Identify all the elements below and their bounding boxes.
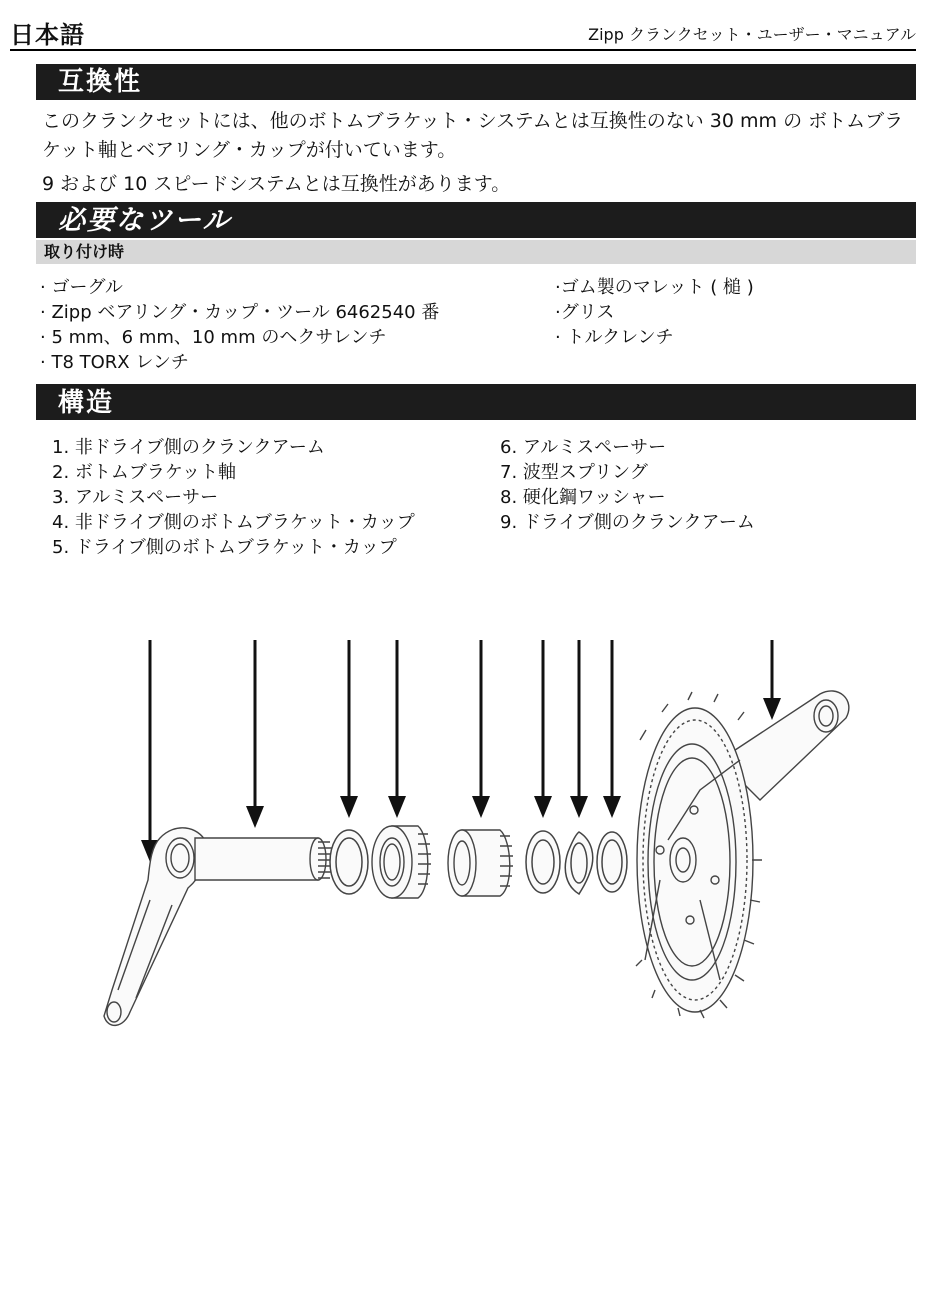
part-item: 6. アルミスペーサー bbox=[500, 437, 667, 458]
part-item: 2. ボトムブラケット軸 bbox=[52, 462, 236, 483]
tool-item: · T8 TORX レンチ bbox=[40, 352, 189, 373]
compat-section-heading: 互換性 bbox=[36, 64, 916, 100]
hardened-steel-washer bbox=[597, 832, 627, 892]
tools-list-right bbox=[555, 275, 754, 350]
arrow-3-head bbox=[340, 796, 358, 818]
tool-item: · Zipp ベアリング・カップ・ツール 6462540 番 bbox=[40, 302, 440, 323]
bottom-bracket-axle bbox=[195, 838, 333, 880]
part-item: 9. ドライブ側のクランクアーム bbox=[500, 512, 755, 533]
compat-paragraph-1: このクランクセットには、他のボトムブラケット・システムとは互換性のない 30 mm の ボトムブラケット軸とベアリング・カップが付いています。 bbox=[42, 110, 904, 161]
wave-spring bbox=[565, 832, 592, 894]
part-item: 8. 硬化鋼ワッシャー bbox=[500, 487, 666, 508]
tool-item: ·グリス bbox=[555, 302, 615, 323]
drive-side-crank-arm bbox=[636, 691, 849, 1018]
tool-item: · 5 mm、6 mm、10 mm のヘクサレンチ bbox=[40, 327, 387, 348]
arrow-5-head bbox=[472, 796, 490, 818]
arrow-8-head bbox=[603, 796, 621, 818]
part-item: 5. ドライブ側のボトムブラケット・カップ bbox=[52, 537, 397, 558]
part-item: 1. 非ドライブ側のクランクアーム bbox=[52, 437, 325, 458]
part-item: 7. 波型スプリング bbox=[500, 462, 648, 483]
tools-subheading: 取り付け時 bbox=[36, 240, 916, 264]
structure-section-heading: 構造 bbox=[36, 384, 916, 420]
arrow-4-head bbox=[388, 796, 406, 818]
arrow-2-head bbox=[246, 806, 264, 828]
document-title: Zipp クランクセット・ユーザー・マニュアル bbox=[588, 25, 916, 44]
language-label: 日本語 bbox=[10, 21, 85, 49]
drive-side-bb-cup bbox=[448, 830, 513, 896]
parts-list-right bbox=[500, 435, 755, 535]
tool-item: · ゴーグル bbox=[40, 277, 123, 298]
tools-list-left bbox=[40, 275, 439, 375]
aluminum-spacer-6 bbox=[526, 831, 560, 893]
tools-section-heading: 必要なツール bbox=[36, 202, 916, 238]
non-drive-crank-arm bbox=[104, 828, 207, 1026]
header-divider bbox=[10, 49, 916, 51]
crankset-exploded-diagram bbox=[0, 600, 950, 1060]
part-item: 3. アルミスペーサー bbox=[52, 487, 219, 508]
page-header bbox=[0, 0, 950, 52]
tool-item: ·ゴム製のマレット ( 槌 ) bbox=[555, 277, 754, 298]
arrow-7-head bbox=[570, 796, 588, 818]
compat-paragraph-2: 9 および 10 スピードシステムとは互換性があります。 bbox=[42, 173, 511, 195]
non-drive-bb-cup bbox=[372, 826, 431, 898]
parts-list-left bbox=[52, 435, 415, 560]
arrow-9-head bbox=[763, 698, 781, 720]
arrow-6-head bbox=[534, 796, 552, 818]
part-item: 4. 非ドライブ側のボトムブラケット・カップ bbox=[52, 512, 415, 533]
aluminum-spacer-3 bbox=[330, 830, 368, 894]
tool-item: · トルクレンチ bbox=[555, 327, 674, 348]
